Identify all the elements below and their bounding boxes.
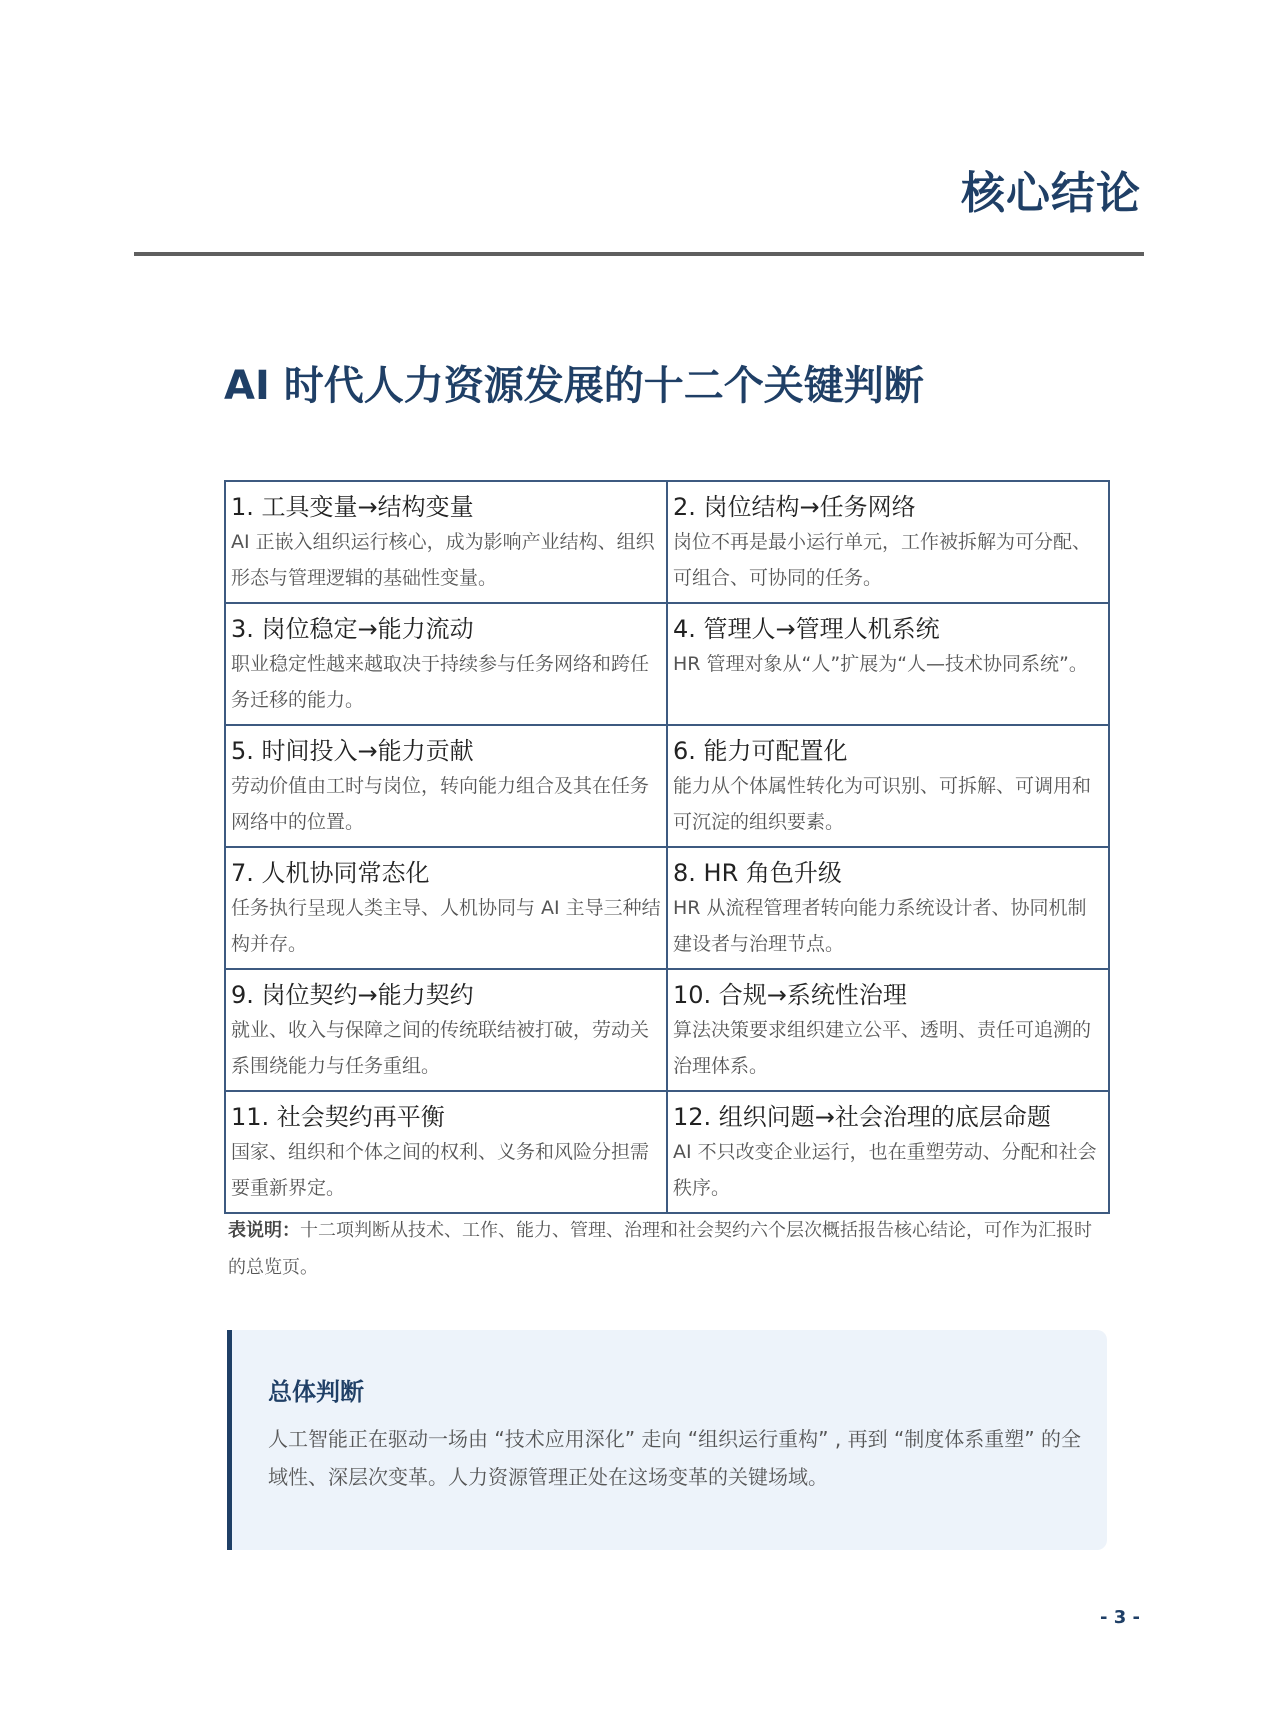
table-row <box>225 725 1109 847</box>
table-caption <box>228 1212 1108 1286</box>
judgment-description: AI 正嵌入组织运行核心，成为影响产业结构、组织形态与管理逻辑的基础性变量。 <box>231 531 655 589</box>
judgment-description: HR 从流程管理者转向能力系统设计者、协同机制建设者与治理节点。 <box>673 897 1087 955</box>
table-cell <box>667 1091 1109 1213</box>
judgment-description: 职业稳定性越来越取决于持续参与任务网络和跨任务迁移的能力。 <box>231 653 650 711</box>
judgment-description: 国家、组织和个体之间的权利、义务和风险分担需要重新界定。 <box>231 1141 650 1199</box>
judgment-description: 任务执行呈现人类主导、人机协同与 AI 主导三种结构并存。 <box>231 897 661 955</box>
summary-heading: 总体判断 <box>268 1378 364 1406</box>
table-cell <box>225 481 667 603</box>
judgment-title: 1. 工具变量→结构变量 <box>231 493 474 521</box>
page-title: AI 时代人力资源发展的十二个关键判断 <box>224 363 924 409</box>
table-cell <box>667 725 1109 847</box>
caption-text: 十二项判断从技术、工作、能力、管理、治理和社会契约六个层次概括报告核心结论，可作为汇报时的总览页。 <box>228 1220 1092 1278</box>
judgment-title: 6. 能力可配置化 <box>673 737 848 765</box>
summary-text: 人工智能正在驱动一场由 “技术应用深化” 走向 “组织运行重构” , 再到 “制度体系重塑” 的全域性、深层次变革。人力资源管理正处在这场变革的关键场域。 <box>268 1427 1082 1489</box>
table-row <box>225 481 1109 603</box>
table-cell <box>667 969 1109 1091</box>
judgment-title: 7. 人机协同常态化 <box>231 859 430 887</box>
judgment-description: 能力从个体属性转化为可识别、可拆解、可调用和可沉淀的组织要素。 <box>673 775 1092 833</box>
table-cell <box>225 725 667 847</box>
judgment-title: 5. 时间投入→能力贡献 <box>231 737 474 765</box>
table-cell <box>225 969 667 1091</box>
table-row <box>225 1091 1109 1213</box>
judgment-title: 12. 组织问题→社会治理的底层命题 <box>673 1103 1051 1131</box>
judgment-title: 11. 社会契约再平衡 <box>231 1103 445 1131</box>
judgment-description: AI 不只改变企业运行，也在重塑劳动、分配和社会秩序。 <box>673 1141 1097 1199</box>
table-cell <box>667 847 1109 969</box>
table-row <box>225 603 1109 725</box>
judgment-title: 4. 管理人→管理人机系统 <box>673 615 940 643</box>
judgment-description: HR 管理对象从“人”扩展为“人—技术协同系统”。 <box>673 653 1088 675</box>
judgment-title: 8. HR 角色升级 <box>673 859 842 887</box>
judgment-description: 就业、收入与保障之间的传统联结被打破，劳动关系围绕能力与任务重组。 <box>231 1019 650 1077</box>
judgment-description: 劳动价值由工时与岗位，转向能力组合及其在任务网络中的位置。 <box>231 775 650 833</box>
table-row <box>225 969 1109 1091</box>
judgment-title: 9. 岗位契约→能力契约 <box>231 981 474 1009</box>
judgments-table <box>224 480 1110 1214</box>
judgment-description: 岗位不再是最小运行单元，工作被拆解为可分配、可组合、可协同的任务。 <box>673 531 1092 589</box>
table-cell <box>225 1091 667 1213</box>
table-cell <box>225 603 667 725</box>
judgment-title: 3. 岗位稳定→能力流动 <box>231 615 474 643</box>
caption-label: 表说明： <box>228 1220 300 1241</box>
table-cell <box>667 603 1109 725</box>
table-row <box>225 847 1109 969</box>
judgment-description: 算法决策要求组织建立公平、透明、责任可追溯的治理体系。 <box>673 1019 1092 1077</box>
header-divider <box>134 252 1144 256</box>
summary-callout <box>227 1330 1107 1550</box>
judgment-title: 10. 合规→系统性治理 <box>673 981 907 1009</box>
judgment-title: 2. 岗位结构→任务网络 <box>673 493 916 521</box>
section-title: 核心结论 <box>961 168 1141 219</box>
table-cell <box>225 847 667 969</box>
page-number: - 3 - <box>1100 1607 1140 1628</box>
table-cell <box>667 481 1109 603</box>
